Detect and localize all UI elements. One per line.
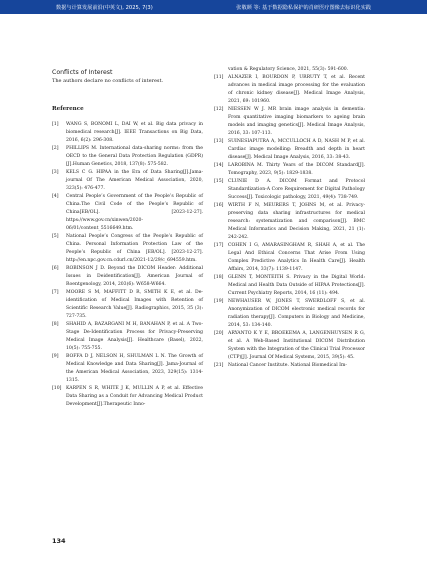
reference-number: [13] [214,139,224,144]
reference-number: [11] [214,75,224,80]
right-column [214,66,365,370]
reference-number: [10] [52,386,62,391]
reference-text: LAROBINA M. Thirty Years of the DICOM Standard[J]. Tomography, 2023, 9(5): 1829-1838. [228,163,365,176]
reference-item [52,121,203,145]
reference-list-left [52,121,203,409]
reference-number: [6] [52,266,59,271]
reference-number: [1] [52,122,59,127]
reference-number: [18] [214,275,224,280]
reference-text: KELS C G. HIPAA in the Era of Data Sharing[J].Jama- journal Of The American Medical Association, 2020, 323(5): 476-477. [66,170,203,191]
reference-item [214,202,365,242]
reference-text: WIRTH F N, MEURERS T, JOHNS M, et al. Privacy-preserving data sharing infrastructures for medical research: systematization and comparison[J]. BMC Medical Informatics and Decision Making, 2021, 21 (1): 242-242. [228,203,365,240]
reference-item [214,298,365,330]
reference-text: PHILLIPS M. International data-sharing norms: from the OECD to the General Data Protection Regulation (GDPR)[J].Human Genetics, 2018, 137(8): 575-582. [66,146,203,167]
reference-item [214,330,365,362]
left-column [52,68,203,409]
reference-number: [16] [214,203,224,208]
reference-number: [8] [52,322,59,327]
reference-item [52,169,203,193]
reference-number: [4] [52,194,59,199]
reference-number: [5] [52,234,59,239]
reference-item [214,74,365,106]
reference-item [52,233,203,265]
reference-number: [19] [214,299,224,304]
reference-item [52,385,203,409]
reference-item [52,265,203,289]
reference-text: ALNAZER I, BOURDON P, URRUTY T, et al. Recent advances in medical image processing for the evaluation of chronic kidney disease[J]. Medical Image Analysis, 2021, 69: 101960. [228,75,365,104]
reference-number: [9] [52,354,59,359]
conflicts-text: The authors declare no conflicts of interest. [52,78,164,84]
reference-continuation: vation & Regulatory Science, 2021, 55(3): 591-600. [228,67,349,72]
running-header [0,0,427,14]
page-number: 134 [52,537,66,545]
reference-text: National People’s Congress of the People’s Republic of China. Personal Information Protection Law of the People’s Republic of China [EB/OL]. [2023-12-27]. http://en.npc.gov.cn.cdurl.cn/2021-12/29/c_694559.htm. [66,234,203,263]
reference-item [214,162,365,178]
reference-text: Central People’s Government of the People’s Republic of China.The Civil Code of the People’s Republic of China[EB/OL]. [2023-12-27]. https://www.gov.cn/xinwen/2020-06/01/content_5516649.htm. [66,194,203,231]
reference-list-right [214,74,365,370]
reference-text: WANG S, BONOMI L, DAI W, et al. Big data privacy in biomedical research[J]. IEEE Transactions on Big Data, 2016, 6(2): 296-308. [66,122,203,143]
reference-item [214,274,365,298]
journal-citation: 数据与计算发展前沿(中英文), 2025, 7(3) [56,4,153,11]
reference-text: National Cancer Institute. National Biomedical Im- [228,363,347,368]
references-heading: Reference [52,106,84,112]
reference-text: GLENN T, MONTEITH S. Privacy in the Digital World: Medical and Health Data Outside of HIPAA Protections[J]. Current Psychiatry Reports, 2014, 16 (11): 494. [228,275,365,296]
reference-item [52,193,203,233]
reference-item [52,353,203,385]
reference-text: ROBINSON J D. Beyond the DICOM Header: Additional Issues in Deidentification[J]. American Journal of Roentgenology, 2014, 203(6): W658-W664. [66,266,203,287]
reference-number: [12] [214,107,224,112]
conflicts-heading: Conflicts of Interest [52,69,113,76]
reference-number: [14] [214,163,224,168]
reference-item [52,145,203,169]
reference-text: NEWHAUSER W, JONES T, SWERDLOFF S, et al. Anonymization of DICOM electronic medical records for radiation therapy[J]. Computers in Biology and Medicine, 2014, 53: 134-140. [228,299,365,328]
reference-text: SHAHID A, BAZARGANI M H, BANAHAN P, et al. A Two-Stage De-Identification Process for Privacy-Preserving Medical Image Analysis[J]. Healthcare (Basel), 2022, 10(5): 755-755. [66,322,203,351]
reference-text: MOORE S M, MAFFITT D R, SMITH K E, et al. De-identification of Medical Images with Retention of Scientific Research Value[J]. Radiographics, 2015, 35 (3): 727-735. [66,290,203,319]
reference-number: [2] [52,146,59,151]
reference-item [214,242,365,274]
reference-item [214,106,365,138]
reference-number: [17] [214,243,224,248]
reference-item [52,321,203,353]
reference-text: KARPEN S R, WHITE J K, MULLIN A P, et al. Effective Data Sharing as a Conduit for Advancing Medical Product Development[J].Therapeutic Inno- [66,386,203,407]
reference-number: [3] [52,170,59,175]
reference-text: NIESSEN W J. MR brain image analysis in dementia: From quantitative imaging biomarkers to ageing brain models and imaging genetics[J]. Medical Image Analysis, 2016, 33: 107-113. [228,107,365,136]
reference-number: [21] [214,363,224,368]
reference-text: ARYANTO K Y E, BROEKEMA A, LANGENHUYSEN R G, et al. A Web-Based Institutional DICOM Distribution System with the Integration of the Clinical Trial Processor (CTP)[J]. Journal Of Medical Systems, 2015, 39(5): 45. [228,331,365,360]
reference-number: [15] [214,179,224,184]
reference-item [214,138,365,162]
reference-text: CLUNIE D A. DICOM Format and Protocol Standardization-A Core Requirement for Digital Pathology Success[J]. Toxicologic pathology, 2021, 49(4): 738-749. [228,179,365,200]
reference-text: COHEN I G, AMARASINGHAM R, SHAH A, et al. The Legal And Ethical Concerns That Arise From Using Complex Predictive Analytics In Health Care[J]. Health Affairs, 2014, 33(7): 1139-1147. [228,243,365,272]
reference-item [52,289,203,321]
reference-text: SUINESIAPUTRA A, MCCULLOCH A D, NASH M P, et al. Cardiac image modelling: Breadth and depth in heart disease[J]. Medical Image Analysis, 2016, 33: 38-43. [228,139,365,160]
reference-item [214,178,365,202]
article-short-title: 张敬颜 等: 基于数据隐私保护的肖研医疗图像去标识化实践 [236,4,371,11]
reference-number: [7] [52,290,59,295]
reference-text: BOFFA D J, NELSON H, SHULMAN L N. The Growth of Medical Knowledge and Data Sharing[J]. Jama-Journal of the American Medical Association, 2023, 329(15): 1314-1315. [66,354,203,383]
reference-number: [20] [214,331,224,336]
reference-item [214,362,365,370]
